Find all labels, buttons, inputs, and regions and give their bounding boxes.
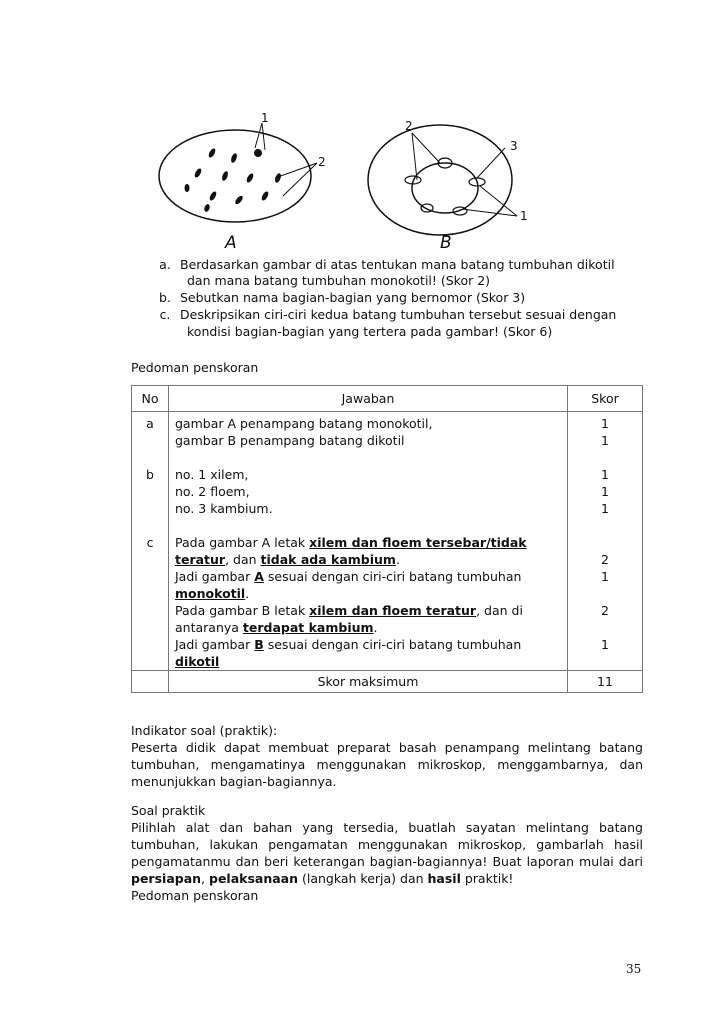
table-row: b no. 1 xilem, no. 2 floem, no. 3 kambium. 1 1 1	[132, 466, 643, 534]
question-a: a. Berdasarkan gambar di atas tentukan mana batang tumbuhan dikotil	[159, 257, 615, 272]
soal-section	[131, 802, 643, 904]
stem-cross-section-figure	[155, 108, 528, 258]
stem-b-label: B	[440, 233, 452, 253]
indikator-section	[131, 722, 643, 790]
stem-b-callout-2: 2	[405, 119, 413, 133]
table-header-row	[132, 386, 643, 412]
soal-title: Soal praktik	[131, 803, 206, 818]
question-a-line2: dan mana batang tumbuhan monokotil! (Skor 2)	[187, 273, 491, 288]
stem-a-callout-2: 2	[318, 155, 326, 169]
table-row: c Pada gambar A letak xilem dan floem tersebar/tidak teratur, dan tidak ada kambium. Jadi gambar A sesuai dengan ciri-ciri batang tumbuhan monokotil. Pada gambar B letak xilem dan floem teratur, dan di antaranya terdapat kambium. Jadi gambar B sesuai dengan ciri-ciri batang tumbuhan dikotil 2 1 2 1	[132, 534, 643, 671]
indikator-body: Peserta didik dapat membuat preparat basah penampang melintang batang tumbuhan, mengamatinya menggunakan mikroskop, menggambarnya, dan menunjukkan bagian-bagiannya.	[131, 740, 643, 789]
stem-b-callout-1: 1	[520, 209, 528, 223]
stem-a-leader-1	[255, 123, 265, 150]
stem-b-bundles	[405, 158, 485, 215]
scoring-table	[131, 385, 643, 693]
stem-b-leader-3	[477, 148, 505, 178]
table-footer-row	[132, 671, 643, 693]
stem-b-leader-1	[462, 186, 517, 216]
indikator-title: Indikator soal (praktik):	[131, 723, 278, 738]
stem-diagram-svg	[155, 108, 528, 258]
question-c-line2: kondisi bagian-bagian yang tertera pada gambar! (Skor 6)	[187, 324, 553, 339]
page-number: 35	[626, 962, 642, 976]
stem-a-label: A	[225, 233, 237, 253]
soal-pedoman: Pedoman penskoran	[131, 888, 259, 903]
header-jawaban: Jawaban	[169, 386, 568, 412]
stem-b-leader-2	[412, 133, 440, 180]
stem-a-bundles	[185, 147, 283, 212]
stem-a-outline	[159, 130, 311, 222]
stem-a-callout-1: 1	[261, 111, 269, 125]
stem-b-outline	[368, 125, 512, 235]
header-no: No	[132, 386, 169, 412]
question-c: c. Deskripsikan ciri-ciri kedua batang tumbuhan tersebut sesuai dengan	[159, 307, 617, 322]
header-skor: Skor	[568, 386, 643, 412]
stem-b-callout-3: 3	[510, 139, 518, 153]
pedoman-title: Pedoman penskoran	[131, 360, 259, 375]
skor-maksimum-value: 11	[568, 671, 643, 693]
table-row: a gambar A penampang batang monokotil, gambar B penampang batang dikotil 1 1	[132, 412, 643, 467]
skor-maksimum-label: Skor maksimum	[169, 671, 568, 693]
soal-body: Pilihlah alat dan bahan yang tersedia, buatlah sayatan melintang batang tumbuhan, lakukan pengamatan menggunakan mikroskop, gambarlah hasil pengamatanmu dan beri keterangan bagian-bagiannya! Buat laporan mulai dari persiapan, pelaksanaan (langkah kerja) dan hasil praktik!	[131, 820, 643, 886]
question-b: b. Sebutkan nama bagian-bagian yang bernomor (Skor 3)	[159, 290, 526, 305]
